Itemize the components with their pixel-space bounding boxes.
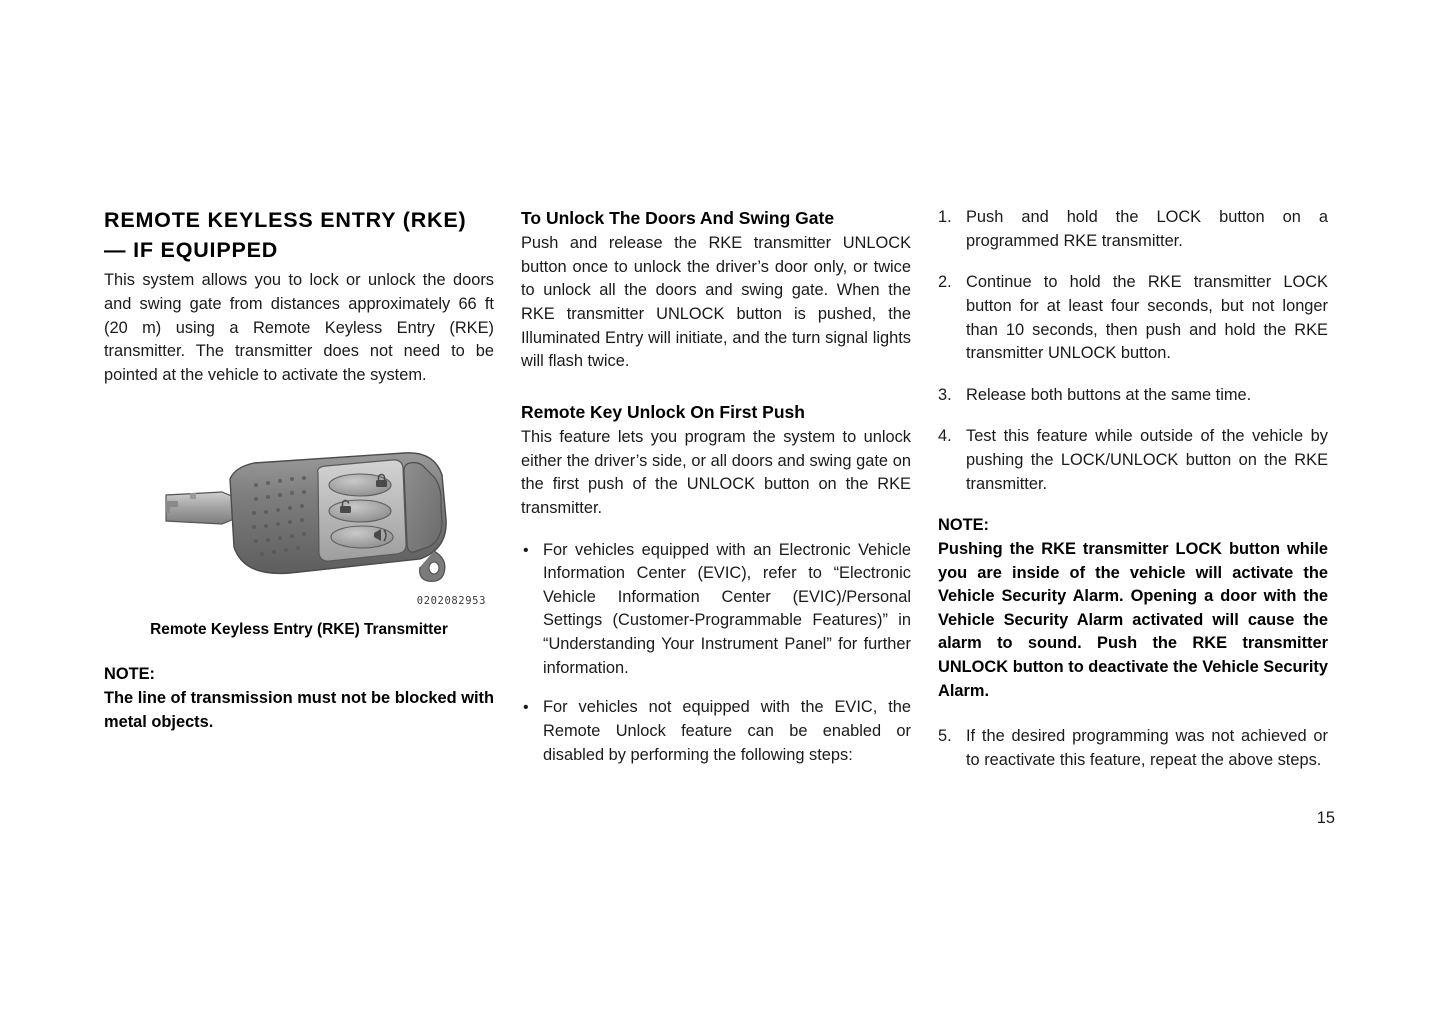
bullet-list — [521, 539, 911, 768]
list-item — [521, 539, 911, 681]
page-number: 15 — [1316, 809, 1335, 827]
bullet-dot-icon: • — [523, 699, 529, 717]
step-text: Push and hold the LOCK button on a programmed RKE transmitter. — [966, 208, 1328, 250]
figure-code: 0202082953 — [416, 595, 486, 608]
panic-horn-icon — [331, 526, 393, 548]
step-number: 2. — [938, 273, 952, 292]
fob-buttons — [329, 474, 393, 548]
key-fob-svg — [104, 423, 494, 613]
intro-paragraph: This system allows you to lock or unlock the doors and swing gate from distances approximately 66 ft (20 m) using a Remote Keyless Entry (RKE) transmitter. The transmitter does not need to be pointed at the vehicle to activate the system. — [104, 271, 494, 384]
key-fob-illustration — [104, 423, 494, 613]
lock-open-icon — [329, 500, 391, 522]
paragraph-unlock-doors: Push and release the RKE transmitter UNLOCK button once to unlock the driver’s door only, or twice to unlock all the doors and swing gate. When the RKE transmitter UNLOCK button is pushed, the Illuminated Entry will initiate, and the turn signal lights will flash twice. — [521, 234, 911, 371]
lock-closed-icon — [329, 474, 391, 496]
figure-rke-transmitter — [104, 423, 494, 639]
right-note — [938, 514, 1328, 703]
list-item — [938, 384, 1328, 408]
left-note — [104, 663, 494, 734]
left-note-label: NOTE: — [104, 665, 155, 684]
step-number: 5. — [938, 727, 952, 746]
list-item — [938, 725, 1328, 772]
list-item-text: For vehicles equipped with an Electronic Vehicle Information Center (EVIC), refer to “Electronic Vehicle Information Center (EVIC)/Personal Settings (Customer-Programmable Features)” in “Understanding Your Instrument Panel” for further information. — [543, 540, 911, 677]
left-column — [104, 206, 494, 791]
page-columns — [104, 206, 1328, 791]
right-column — [938, 206, 1328, 791]
left-note-body: The line of transmission must not be blocked with metal objects. — [104, 689, 494, 731]
key-blade — [166, 492, 234, 524]
bullet-dot-icon: • — [523, 541, 529, 559]
right-note-label: NOTE: — [938, 516, 989, 535]
steps-list-top — [938, 206, 1328, 496]
step-number: 4. — [938, 427, 952, 446]
steps-list-bottom — [938, 725, 1328, 772]
right-note-body: Pushing the RKE transmitter LOCK button while you are inside of the vehicle will activate the Vehicle Security Alarm. Opening a door with the Vehicle Security Alarm activated will cause the alarm to sound. Push the RKE transmitter UNLOCK button to deactivate the Vehicle Security Alarm. — [938, 539, 1328, 700]
figure-caption: Remote Keyless Entry (RKE) Transmitter — [150, 621, 448, 639]
list-item-text: For vehicles not equipped with the EVIC, the Remote Unlock feature can be enabled or disabled by performing the following steps: — [543, 698, 911, 764]
heading-remote-key-unlock: Remote Key Unlock On First Push — [521, 401, 805, 422]
step-number: 3. — [938, 385, 952, 404]
paragraph-remote-key-unlock: This feature lets you program the system to unlock either the driver’s side, or all doors and swing gate on the first push of the UNLOCK button on the RKE transmitter. — [521, 428, 911, 517]
middle-column — [521, 206, 911, 791]
step-text: If the desired programming was not achieved or to reactivate this feature, repeat the above steps. — [966, 727, 1328, 769]
list-item — [938, 206, 1328, 253]
step-text: Continue to hold the RKE transmitter LOCK button for at least four seconds, but not longer than 10 seconds, then push and hold the RKE transmitter UNLOCK button. — [966, 273, 1328, 363]
list-item — [938, 425, 1328, 496]
step-text: Release both buttons at the same time. — [966, 385, 1252, 404]
step-number: 1. — [938, 208, 952, 226]
list-item — [938, 271, 1328, 366]
heading-unlock-doors: To Unlock The Doors And Swing Gate — [521, 208, 835, 228]
list-item — [521, 696, 911, 767]
step-text: Test this feature while outside of the vehicle by pushing the LOCK/UNLOCK button on the RKE transmitter. — [966, 427, 1328, 493]
page-title: REMOTE KEYLESS ENTRY (RKE) — IF EQUIPPED — [104, 208, 467, 262]
